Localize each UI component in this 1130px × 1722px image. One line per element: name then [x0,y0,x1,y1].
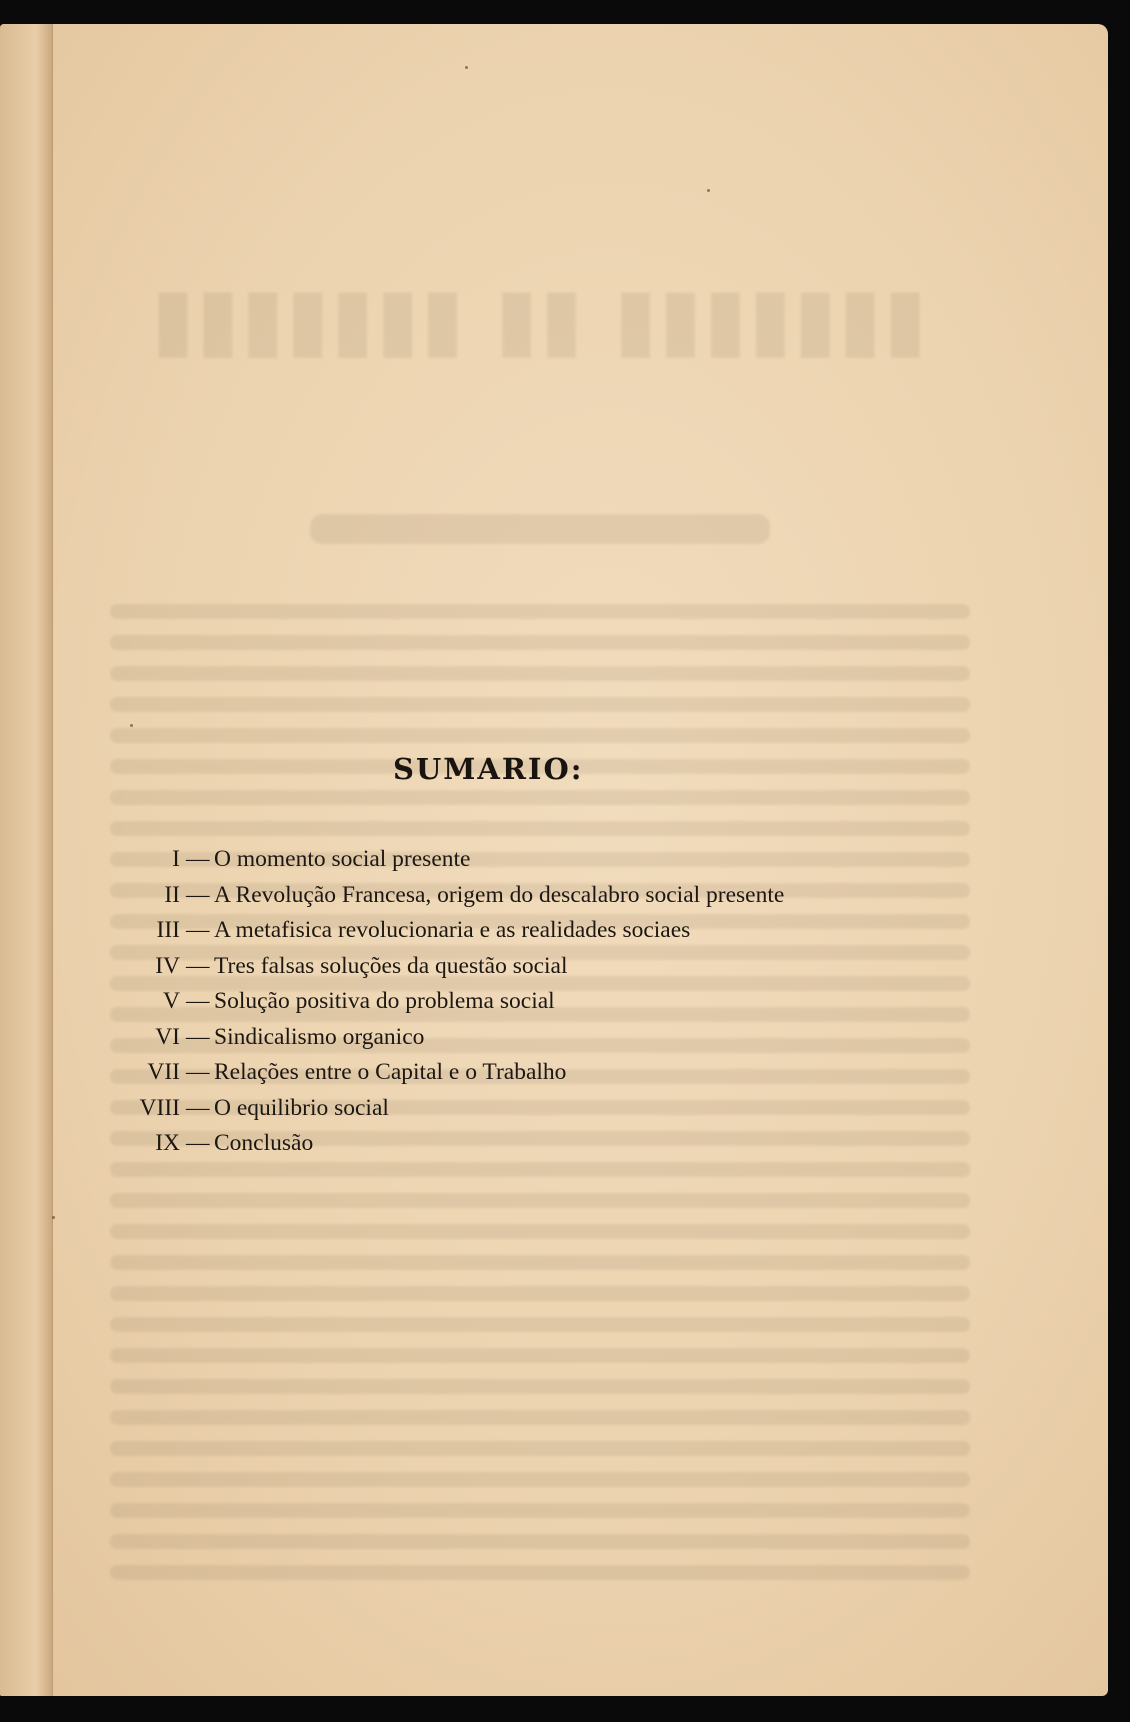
toc-entry [110,1059,930,1095]
paper-sheet [0,24,1108,1696]
toc-chapter-numeral: VII [147,1059,180,1085]
toc-entry [110,1095,930,1131]
bleed-through-line [110,1410,970,1425]
bleed-through-line [110,1534,970,1549]
toc-entry [110,988,930,1024]
bleed-through-subheading-shape [310,514,770,544]
toc-entry [110,882,930,918]
toc-chapter-title: O momento social presente [214,846,471,872]
toc-entry [110,917,930,953]
bleed-through-line [110,728,970,743]
table-of-contents [110,846,930,1166]
toc-dash: — [186,952,210,979]
toc-entry [110,953,930,989]
summary-title: SUMARIO: [393,752,584,786]
toc-chapter-numeral: VIII [139,1094,180,1121]
toc-chapter-numeral: V [163,988,180,1014]
toc-entry [110,1130,930,1166]
toc-chapter-title: A Revolução Francesa, origem do descalabro social presente [214,881,785,908]
toc-dash: — [186,1094,210,1121]
bleed-through-line [110,1317,970,1332]
toc-dash: — [186,917,210,943]
toc-chapter-title: Solução positiva do problema social [214,988,555,1014]
paper-speck [465,66,468,69]
toc-chapter-title: O equilibrio social [214,1094,389,1121]
bleed-through-line [110,1348,970,1363]
toc-entry [110,846,930,882]
toc-chapter-numeral: II [164,881,180,908]
toc-chapter-numeral: I [172,846,180,872]
bleed-through-line [110,604,970,619]
toc-entry [110,1024,930,1060]
bleed-through-line [110,1472,970,1487]
paper-speck [707,189,710,192]
toc-dash: — [186,881,210,908]
toc-chapter-title: A metafisica revolucionaria e as realidades sociaes [214,917,691,943]
bleed-through-line [110,821,970,836]
toc-chapter-title: Relações entre o Capital e o Trabalho [214,1059,567,1085]
toc-chapter-numeral: IX [155,1130,180,1156]
bleed-through-line [110,1441,970,1456]
paper-speck [130,724,133,727]
bleed-through-line [110,1565,970,1580]
bleed-through-line [110,1286,970,1301]
bleed-through-heading-shape: ▮▮▮▮▮▮▮ ▮▮ ▮▮▮▮▮▮▮ [151,269,929,369]
toc-chapter-title: Sindicalismo organico [214,1023,425,1050]
toc-dash: — [186,1059,210,1085]
bleed-through-line [110,697,970,712]
bleed-through-line [110,1193,970,1208]
toc-chapter-numeral: IV [155,952,180,979]
bleed-through-line [110,1503,970,1518]
toc-dash: — [186,988,210,1014]
toc-chapter-title: Conclusão [214,1130,314,1156]
bleed-through-line [110,1379,970,1394]
toc-dash: — [186,846,210,872]
page-spine [0,24,53,1696]
toc-dash: — [186,1130,210,1156]
toc-dash: — [186,1023,210,1050]
bleed-through-line [110,1224,970,1239]
bleed-through-line [110,790,970,805]
bleed-through-line [110,1255,970,1270]
bleed-through-line [110,635,970,650]
toc-chapter-numeral: III [156,917,180,943]
bleed-through-line [110,666,970,681]
toc-chapter-title: Tres falsas soluções da questão social [214,952,568,979]
toc-chapter-numeral: VI [155,1023,180,1050]
paper-speck [52,1216,55,1219]
